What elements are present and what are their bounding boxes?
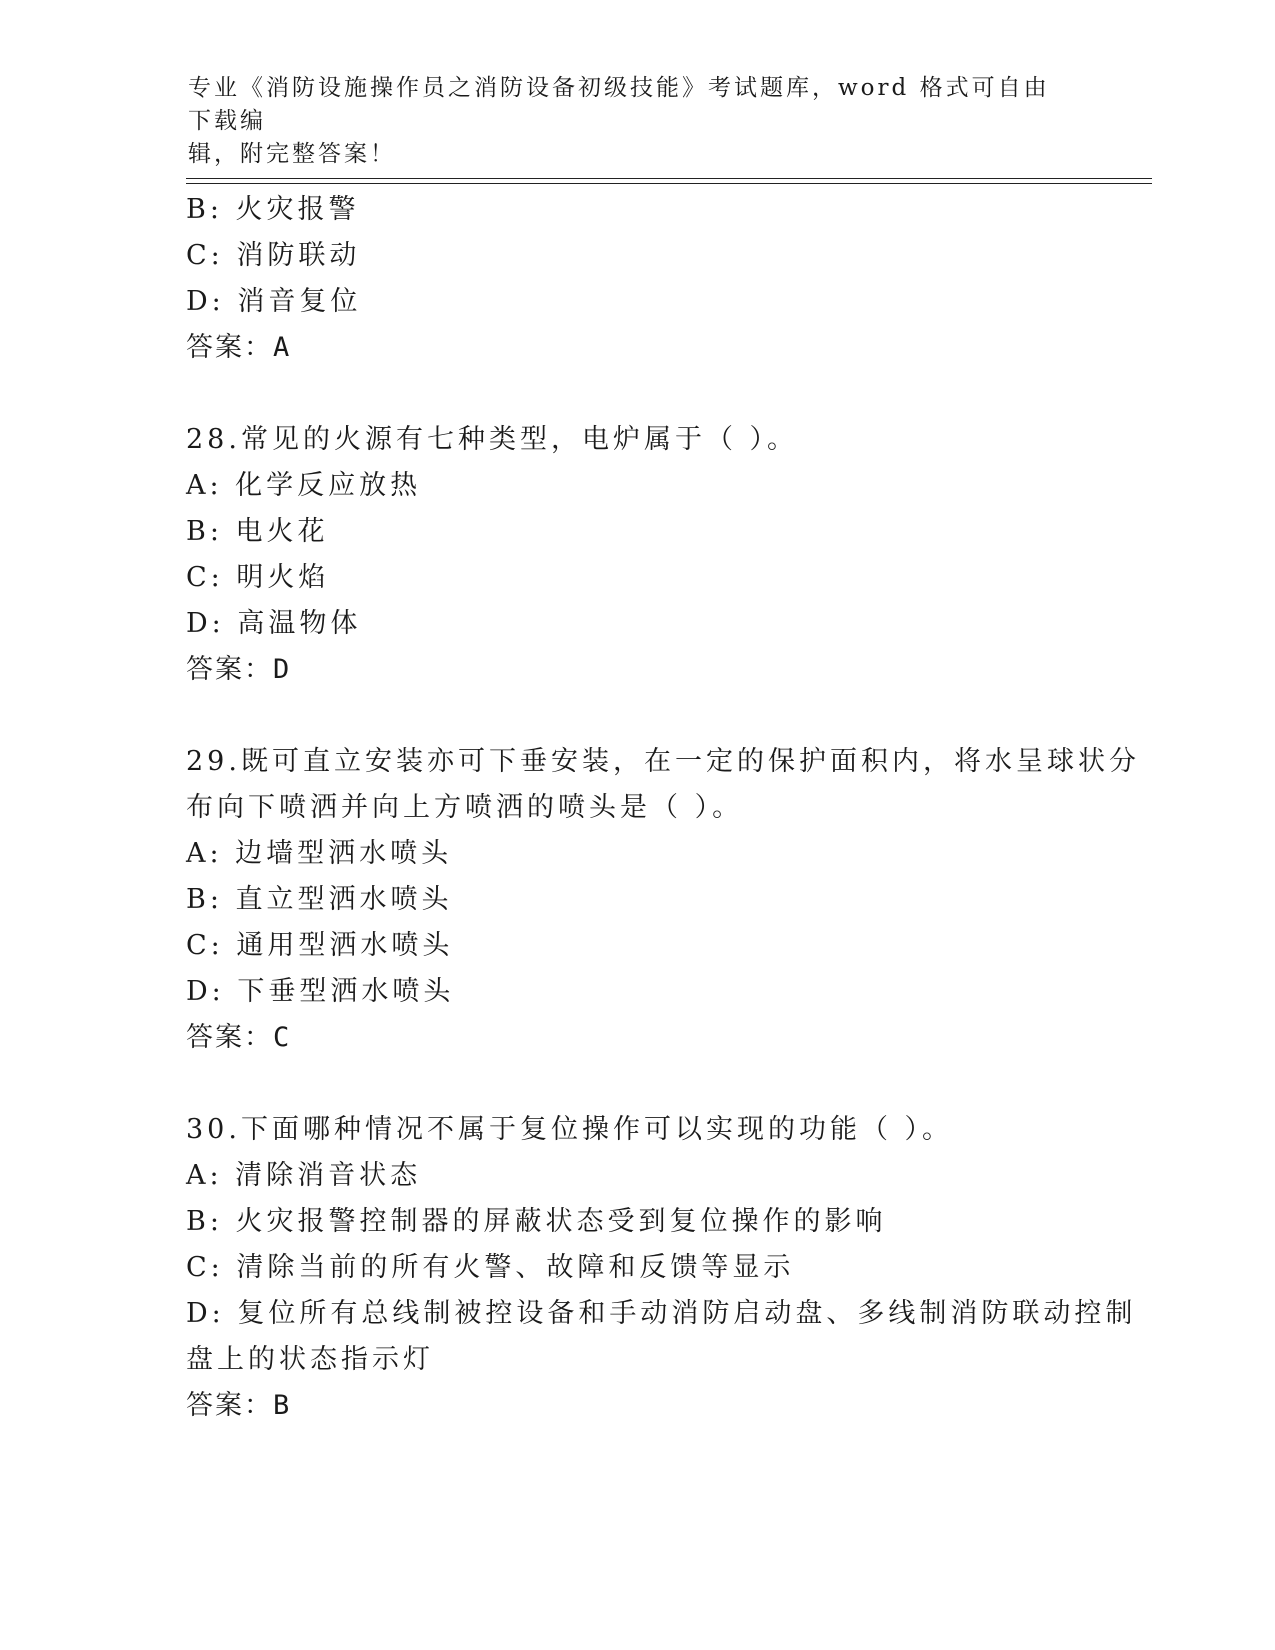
question-29 <box>186 739 1140 1061</box>
option-d: D: 高温物体 <box>186 608 362 639</box>
option-b: B: 电火花 <box>186 516 329 547</box>
option-a: A: 清除消音状态 <box>186 1160 422 1191</box>
question-stem-continued: 布向下喷洒并向上方喷洒的喷头是（ ）。 <box>186 792 744 823</box>
option-d: D: 复位所有总线制被控设备和手动消防启动盘、多线制消防联动控制 <box>186 1298 1137 1329</box>
answer-label: 答案： <box>186 332 273 363</box>
option-c: C: 明火焰 <box>186 562 330 593</box>
answer-label: 答案： <box>186 1022 273 1053</box>
option-b: B: 火灾报警控制器的屏蔽状态受到复位操作的影响 <box>186 1206 887 1237</box>
answer-value: A <box>273 332 292 363</box>
option-a: A: 化学反应放热 <box>186 470 422 501</box>
answer-label: 答案： <box>186 654 273 685</box>
header-rule-top <box>186 178 1152 179</box>
header-line-2: 辑，附完整答案！ <box>188 141 396 167</box>
header-line-1: 专业《消防设施操作员之消防设备初级技能》考试题库，word 格式可自由下载编 <box>188 75 1050 134</box>
option-b: B: 火灾报警 <box>186 194 360 225</box>
question-27-continued <box>186 187 1086 371</box>
answer-line <box>186 647 1086 693</box>
option-c: C: 清除当前的所有火警、故障和反馈等显示 <box>186 1252 795 1283</box>
option-c: C: 消防联动 <box>186 240 361 271</box>
option-a: A: 边墙型洒水喷头 <box>186 838 453 869</box>
option-d: D: 消音复位 <box>186 286 362 317</box>
document-header <box>188 72 1068 171</box>
option-c: C: 通用型洒水喷头 <box>186 930 454 961</box>
answer-line <box>186 1383 1086 1429</box>
question-stem: 30.下面哪种情况不属于复位操作可以实现的功能（ ）。 <box>186 1114 954 1145</box>
question-30 <box>186 1107 1137 1429</box>
answer-label: 答案： <box>186 1390 273 1421</box>
answer-value: D <box>273 654 292 685</box>
answer-value: C <box>273 1022 292 1053</box>
option-b: B: 直立型洒水喷头 <box>186 884 453 915</box>
question-stem: 29.既可直立安装亦可下垂安装，在一定的保护面积内，将水呈球状分 <box>186 746 1140 777</box>
question-stem: 28.常见的火源有七种类型，电炉属于（ ）。 <box>186 424 799 455</box>
option-d-continued: 盘上的状态指示灯 <box>186 1344 434 1375</box>
header-rule-bottom <box>186 183 1152 184</box>
answer-line <box>186 325 1086 371</box>
option-d: D: 下垂型洒水喷头 <box>186 976 455 1007</box>
question-list <box>186 187 1140 1429</box>
answer-value: B <box>273 1390 292 1421</box>
question-28 <box>186 417 1086 693</box>
answer-line <box>186 1015 1086 1061</box>
